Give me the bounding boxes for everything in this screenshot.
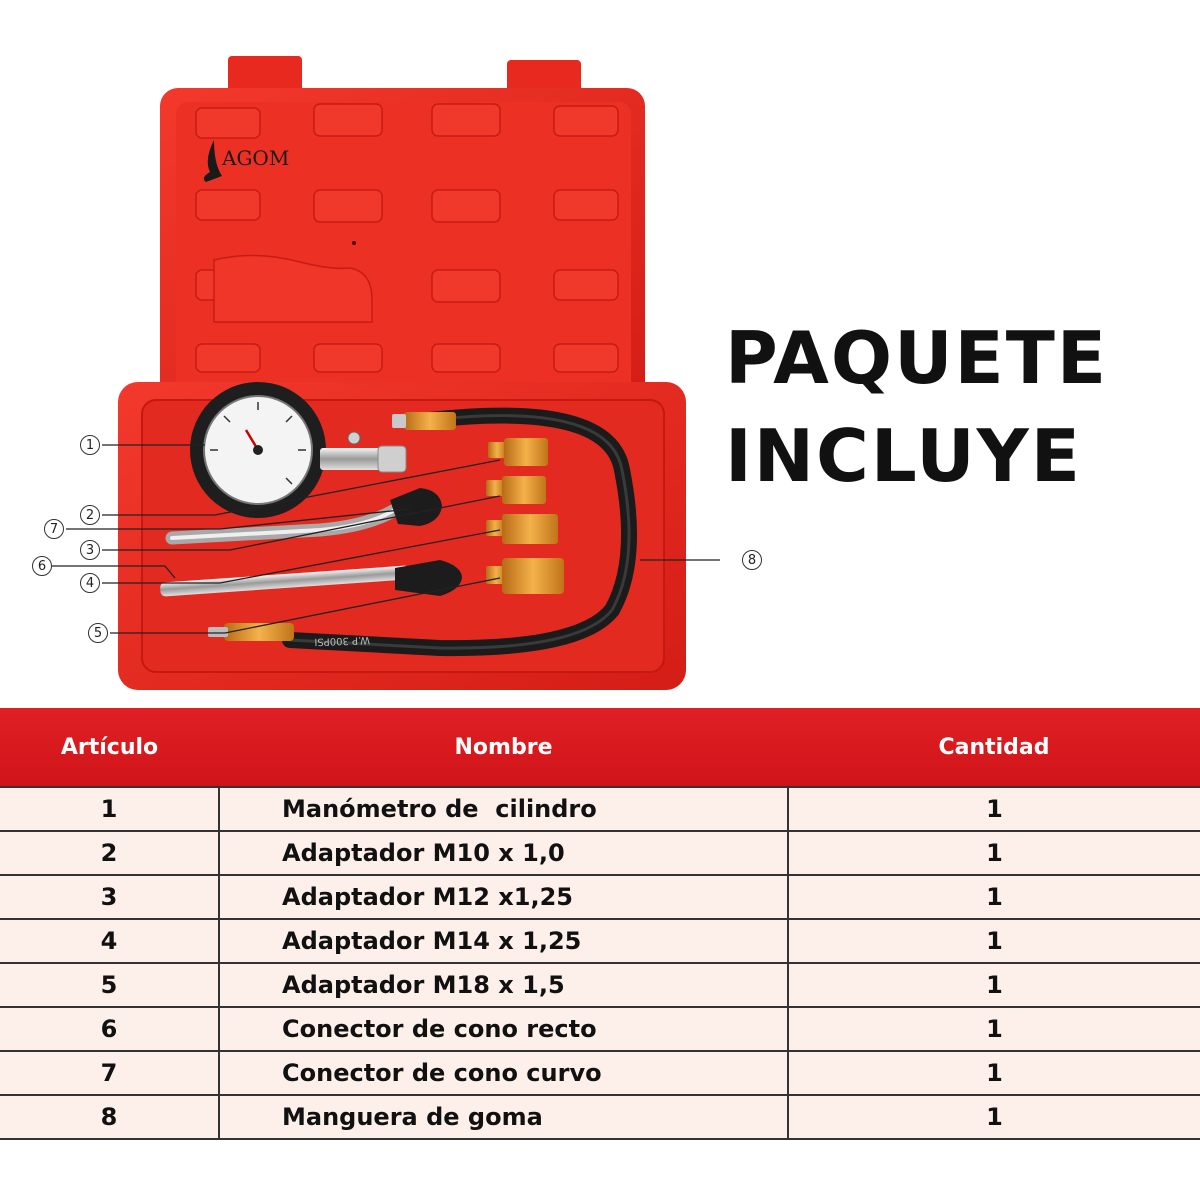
cell-quantity: 1 [788, 919, 1200, 963]
cell-name: Adaptador M14 x 1,25 [219, 919, 788, 963]
cell-name: Conector de cono recto [219, 1007, 788, 1051]
cell-article: 5 [0, 963, 219, 1007]
table-row [0, 1095, 1200, 1139]
table-row [0, 875, 1200, 919]
cell-article: 8 [0, 1095, 219, 1139]
cell-name: Conector de cono curvo [219, 1051, 788, 1095]
table-row [0, 1051, 1200, 1095]
cell-article: 3 [0, 875, 219, 919]
cell-quantity: 1 [788, 787, 1200, 831]
header-name: Nombre [219, 708, 788, 787]
callout-8: 8 [742, 550, 762, 570]
header-article: Artículo [0, 708, 219, 787]
table-row [0, 919, 1200, 963]
cell-quantity: 1 [788, 875, 1200, 919]
parts-table [0, 708, 1200, 1140]
cell-quantity: 1 [788, 1051, 1200, 1095]
table-header-row [0, 708, 1200, 787]
cell-name: Adaptador M18 x 1,5 [219, 963, 788, 1007]
table-row [0, 963, 1200, 1007]
table-row [0, 787, 1200, 831]
callout-7: 7 [44, 519, 64, 539]
hose-print-text: W.P 300PSI [314, 633, 371, 647]
cell-article: 6 [0, 1007, 219, 1051]
cell-quantity: 1 [788, 831, 1200, 875]
cell-name: Manguera de goma [219, 1095, 788, 1139]
table-row [0, 1007, 1200, 1051]
callout-2: 2 [80, 505, 100, 525]
cell-name: Adaptador M10 x 1,0 [219, 831, 788, 875]
cell-article: 4 [0, 919, 219, 963]
callout-4: 4 [80, 573, 100, 593]
callout-6: 6 [32, 556, 52, 576]
product-image [0, 0, 720, 700]
header-quantity: Cantidad [788, 708, 1200, 787]
callout-3: 3 [80, 540, 100, 560]
cell-name: Adaptador M12 x1,25 [219, 875, 788, 919]
brand-logo: AGOM [222, 146, 290, 170]
cell-article: 7 [0, 1051, 219, 1095]
headline-line-1: PAQUETE [725, 316, 1109, 400]
callout-1: 1 [80, 435, 100, 455]
cell-quantity: 1 [788, 963, 1200, 1007]
cell-article: 2 [0, 831, 219, 875]
cell-quantity: 1 [788, 1095, 1200, 1139]
callout-5: 5 [88, 623, 108, 643]
cell-article: 1 [0, 787, 219, 831]
table-row [0, 831, 1200, 875]
cell-quantity: 1 [788, 1007, 1200, 1051]
cell-name: Manómetro de cilindro [219, 787, 788, 831]
headline-line-2: INCLUYE [725, 414, 1082, 498]
